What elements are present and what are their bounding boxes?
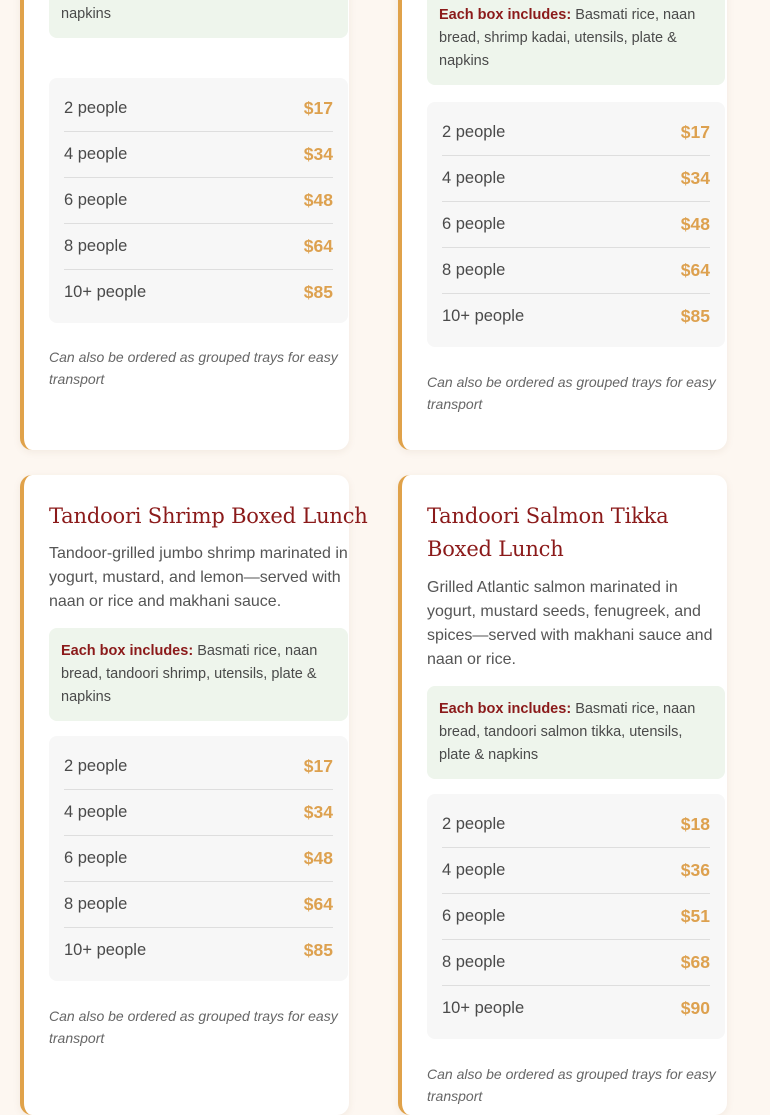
price-row	[64, 132, 333, 178]
price-row	[442, 986, 710, 1031]
price-amount: $68	[680, 952, 710, 972]
price-people: 2 people	[64, 757, 128, 775]
price-people: 6 people	[64, 191, 128, 209]
price-amount: $17	[303, 98, 333, 118]
price-table	[49, 736, 348, 981]
price-row	[64, 790, 333, 836]
price-people: 2 people	[64, 99, 128, 117]
price-row	[442, 294, 710, 339]
price-people: 2 people	[442, 123, 506, 141]
includes-box	[427, 0, 725, 85]
menu-card-shrimp-kadai	[398, 0, 727, 450]
price-row	[64, 270, 333, 315]
price-row	[64, 86, 333, 132]
price-people: 6 people	[442, 907, 506, 925]
price-amount: $34	[303, 144, 333, 164]
price-row	[64, 836, 333, 882]
card-description: Tandoor-grilled jumbo shrimp marinated in yogurt, mustard, and lemon—served with naan or rice and makhani sauce.	[49, 545, 348, 610]
price-row	[442, 110, 710, 156]
menu-card-tandoori-salmon-tikka	[398, 475, 727, 1115]
price-row	[64, 224, 333, 270]
price-amount: $51	[680, 906, 710, 926]
price-people: 8 people	[64, 237, 128, 255]
price-people: 4 people	[64, 803, 128, 821]
includes-text: napkins	[61, 6, 111, 22]
includes-box	[49, 0, 348, 38]
includes-text: Basmati rice, naan bread, tandoori salmon tikka, utensils, plate & napkins	[439, 701, 696, 763]
price-amount: $34	[680, 168, 710, 188]
price-amount: $17	[303, 756, 333, 776]
price-people: 4 people	[64, 145, 128, 163]
price-amount: $64	[680, 260, 710, 280]
price-people: 6 people	[442, 215, 506, 233]
price-row	[442, 894, 710, 940]
price-people: 10+ people	[64, 941, 147, 959]
price-people: 4 people	[442, 861, 506, 879]
price-people: 2 people	[442, 815, 506, 833]
menu-card-tandoori-shrimp	[20, 475, 368, 1115]
price-people: 8 people	[442, 953, 506, 971]
price-amount: $18	[680, 814, 710, 834]
price-amount: $64	[303, 894, 333, 914]
price-amount: $34	[303, 802, 333, 822]
price-people: 10+ people	[442, 999, 525, 1017]
price-amount: $85	[680, 306, 710, 326]
price-people: 8 people	[442, 261, 506, 279]
includes-label: Each box includes:	[439, 7, 572, 23]
includes-box	[49, 628, 348, 721]
price-amount: $17	[680, 122, 710, 142]
includes-text: Basmati rice, naan bread, tandoori shrimp, utensils, plate & napkins	[61, 643, 318, 705]
price-amount: $48	[680, 214, 710, 234]
grouped-trays-note: Can also be ordered as grouped trays for easy transport	[427, 374, 716, 412]
card-title: Tandoori Salmon Tikka Boxed Lunch	[427, 504, 669, 561]
card-title: Tandoori Shrimp Boxed Lunch	[49, 504, 368, 528]
price-people: 10+ people	[64, 283, 147, 301]
price-row	[64, 744, 333, 790]
price-row	[442, 156, 710, 202]
price-amount: $48	[303, 848, 333, 868]
price-row	[64, 178, 333, 224]
price-row	[442, 848, 710, 894]
card-description: Grilled Atlantic salmon marinated in yogurt, mustard seeds, fenugreek, and spices—served with makhani sauce and naan or rice.	[427, 579, 713, 668]
price-amount: $90	[680, 998, 710, 1018]
price-row	[64, 882, 333, 928]
price-row	[442, 802, 710, 848]
price-amount: $64	[303, 236, 333, 256]
grouped-trays-note: Can also be ordered as grouped trays for easy transport	[427, 1066, 716, 1104]
price-people: 10+ people	[442, 307, 525, 325]
price-amount: $85	[303, 940, 333, 960]
includes-text: Basmati rice, naan bread, shrimp kadai, utensils, plate & napkins	[439, 7, 696, 69]
includes-label: Each box includes:	[61, 643, 194, 659]
includes-box	[427, 686, 725, 779]
price-table	[427, 102, 725, 347]
price-people: 4 people	[442, 169, 506, 187]
grouped-trays-note: Can also be ordered as grouped trays for easy transport	[49, 1008, 338, 1046]
menu-card-shrimp-korma	[20, 0, 349, 450]
price-table	[49, 78, 348, 323]
price-table	[427, 794, 725, 1039]
price-people: 8 people	[64, 895, 128, 913]
grouped-trays-note: Can also be ordered as grouped trays for easy transport	[49, 349, 338, 387]
price-amount: $48	[303, 190, 333, 210]
price-row	[442, 940, 710, 986]
price-row	[64, 928, 333, 973]
price-amount: $36	[680, 860, 710, 880]
price-people: 6 people	[64, 849, 128, 867]
price-amount: $85	[303, 282, 333, 302]
price-row	[442, 202, 710, 248]
includes-label: Each box includes:	[439, 701, 572, 717]
price-row	[442, 248, 710, 294]
